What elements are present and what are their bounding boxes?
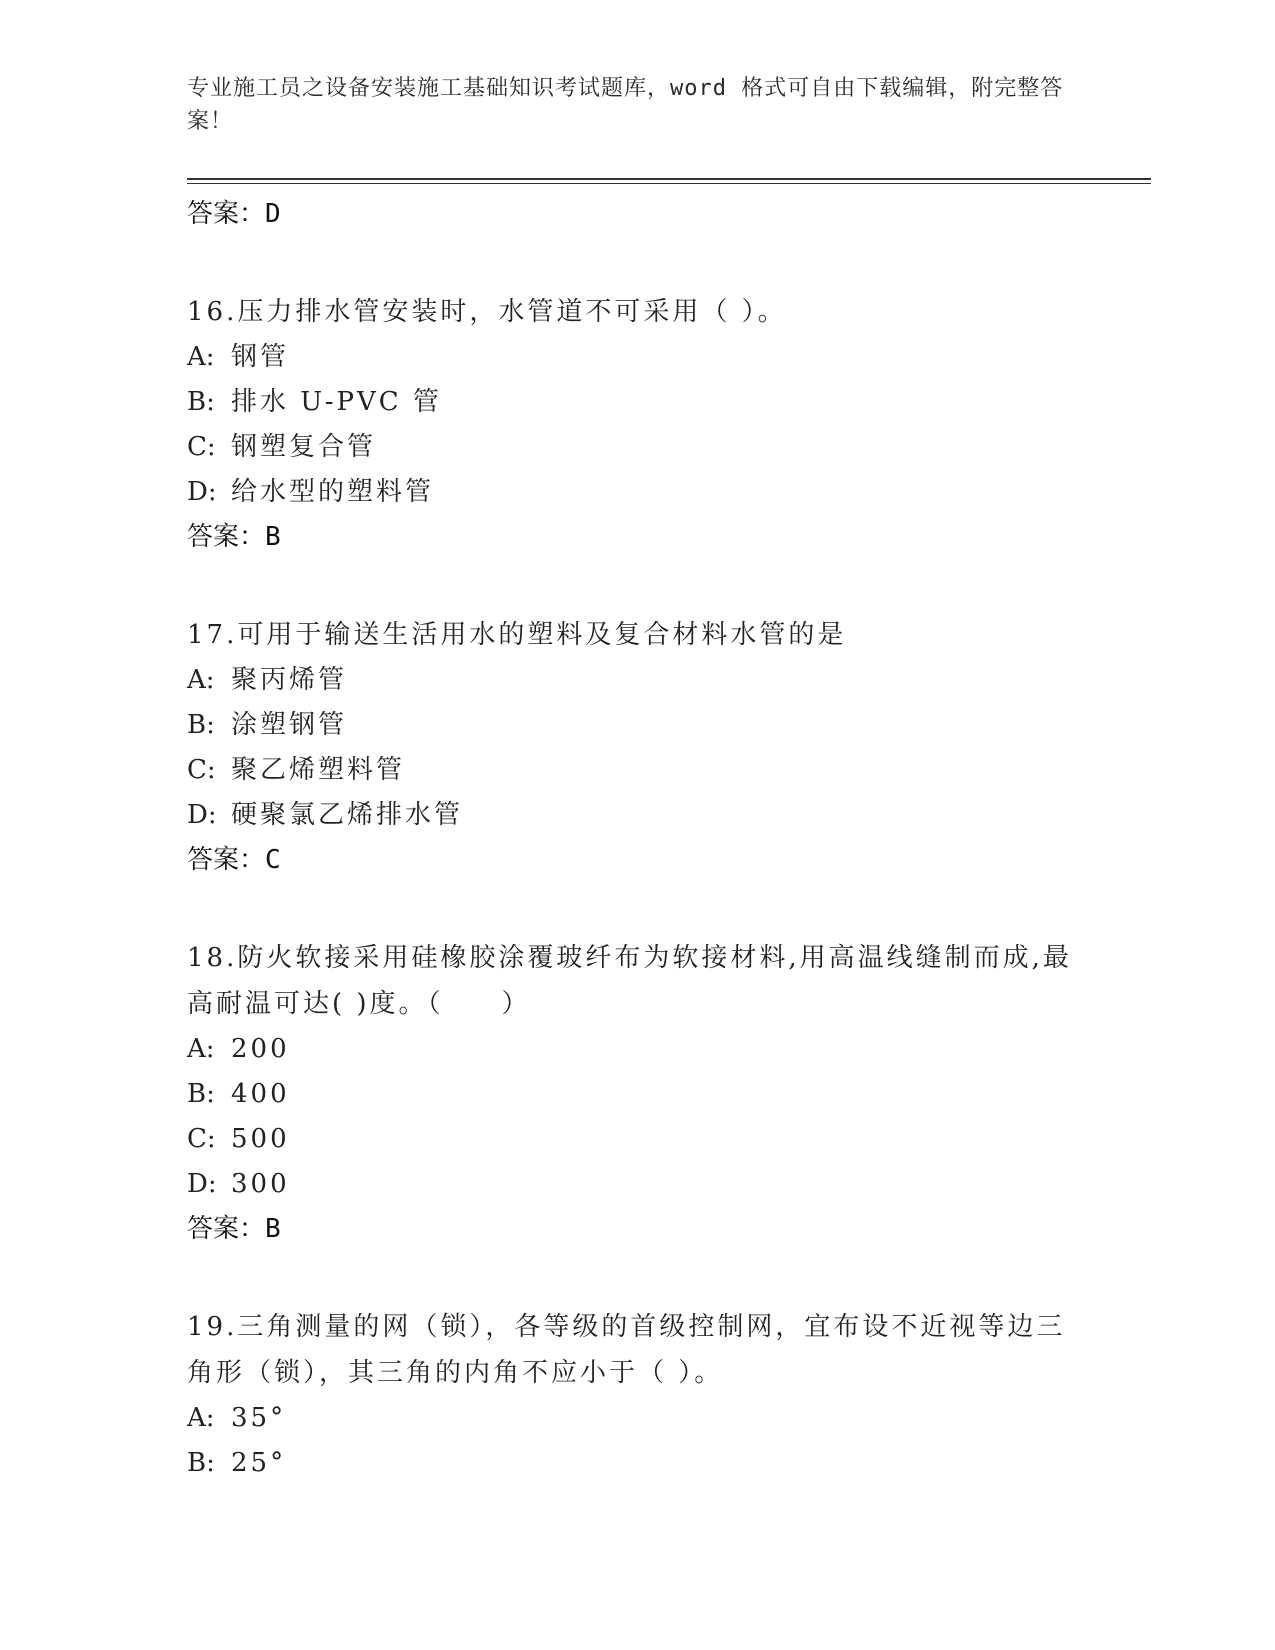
option-text: 硬聚氯乙烯排水管 xyxy=(231,800,464,830)
option-letter: A: xyxy=(187,1034,215,1064)
option-item xyxy=(187,380,1087,425)
option-text: 钢管 xyxy=(231,342,290,372)
option-letter: D: xyxy=(187,800,217,830)
option-letter: C: xyxy=(187,755,216,785)
option-text: 涂塑钢管 xyxy=(231,710,348,740)
option-letter: A: xyxy=(187,1403,215,1433)
question-stem: 16.压力排水管安装时，水管道不可采用（ ）。 xyxy=(187,297,787,327)
option-item xyxy=(187,335,1087,380)
question-list xyxy=(187,192,1087,1486)
option-text: 200 xyxy=(231,1034,290,1064)
option-text: 给水型的塑料管 xyxy=(231,477,435,507)
option-item xyxy=(187,1117,1087,1162)
option-text: 35° xyxy=(231,1403,287,1433)
option-item xyxy=(187,470,1087,515)
option-item xyxy=(187,1027,1087,1072)
answer-line: 答案：C xyxy=(187,845,281,875)
option-text: 聚乙烯塑料管 xyxy=(231,755,406,785)
option-item xyxy=(187,1072,1087,1117)
answer-line: 答案：D xyxy=(187,199,281,229)
option-letter: B: xyxy=(187,387,215,417)
option-item xyxy=(187,793,1087,838)
option-letter: C: xyxy=(187,432,216,462)
option-letter: B: xyxy=(187,1079,215,1109)
option-text: 400 xyxy=(231,1079,290,1109)
option-letter: A: xyxy=(187,665,215,695)
header-rule-thick xyxy=(187,178,1151,180)
option-letter: D: xyxy=(187,477,217,507)
question-stem: 18.防火软接采用硅橡胶涂覆玻纤布为软接材料,用高温线缝制而成,最高耐温可达( )度。（ ） xyxy=(187,943,1072,1019)
question-stem: 17.可用于输送生活用水的塑料及复合材料水管的是 xyxy=(187,620,847,650)
option-item xyxy=(187,1396,1087,1441)
option-letter: A: xyxy=(187,342,215,372)
option-letter: B: xyxy=(187,1448,215,1478)
option-item xyxy=(187,1441,1087,1486)
option-text: 25° xyxy=(231,1448,287,1478)
option-letter: D: xyxy=(187,1169,217,1199)
document-header: 专业施工员之设备安装施工基础知识考试题库，word 格式可自由下载编辑，附完整答案！ xyxy=(187,76,1064,134)
option-letter: B: xyxy=(187,710,215,740)
answer-line: 答案：B xyxy=(187,522,281,552)
option-text: 钢塑复合管 xyxy=(231,432,377,462)
option-text: 500 xyxy=(231,1124,290,1154)
option-letter: C: xyxy=(187,1124,216,1154)
option-item xyxy=(187,748,1087,793)
option-text: 300 xyxy=(231,1169,290,1199)
option-text: 排水 U-PVC 管 xyxy=(231,387,442,417)
option-item xyxy=(187,658,1087,703)
option-item xyxy=(187,703,1087,748)
option-item xyxy=(187,1162,1087,1207)
question-stem: 19.三角测量的网（锁），各等级的首级控制网，宜布设不近视等边三角形（锁），其三角的内角不应小于（ ）。 xyxy=(187,1312,1066,1388)
option-item xyxy=(187,425,1087,470)
answer-line: 答案：B xyxy=(187,1214,281,1244)
header-rule-thin xyxy=(187,183,1151,184)
option-text: 聚丙烯管 xyxy=(231,665,348,695)
